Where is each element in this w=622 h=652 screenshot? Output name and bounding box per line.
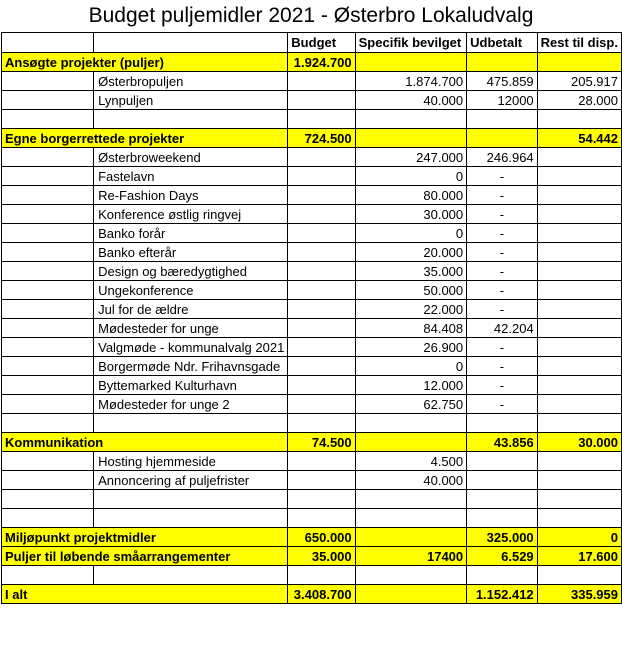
rest-cell[interactable] [537, 395, 621, 414]
empty-cell[interactable] [467, 110, 538, 129]
bevilget-cell[interactable]: 84.408 [355, 319, 467, 338]
empty-cell[interactable] [94, 566, 288, 585]
empty-cell[interactable] [288, 566, 355, 585]
udbetalt-cell[interactable]: 325.000 [467, 528, 538, 547]
table-row [2, 300, 622, 319]
table-row [2, 319, 622, 338]
empty-cell[interactable] [2, 300, 94, 319]
budget-cell[interactable]: 1.924.700 [288, 53, 355, 72]
udbetalt-cell[interactable] [467, 452, 538, 471]
empty-cell[interactable] [2, 281, 94, 300]
bevilget-cell[interactable]: 50.000 [355, 281, 467, 300]
empty-cell[interactable] [2, 72, 94, 91]
udbetalt-cell[interactable]: 1.152.412 [467, 585, 538, 604]
empty-cell[interactable] [94, 490, 288, 509]
header-udbetalt[interactable]: Udbetalt [467, 33, 538, 53]
bevilget-cell[interactable]: 0 [355, 357, 467, 376]
rest-cell[interactable] [537, 224, 621, 243]
section-label[interactable]: I alt [2, 585, 288, 604]
bevilget-cell[interactable]: 17400 [355, 547, 467, 566]
section-label[interactable]: Miljøpunkt projektmidler [2, 528, 288, 547]
udbetalt-cell[interactable]: - [467, 243, 538, 262]
empty-cell[interactable] [288, 509, 355, 528]
udbetalt-cell[interactable]: - [467, 224, 538, 243]
item-name[interactable]: Valgmøde - kommunalvalg 2021 [94, 338, 288, 357]
rest-cell[interactable]: 335.959 [537, 585, 621, 604]
empty-cell[interactable] [2, 452, 94, 471]
table-row [2, 148, 622, 167]
table-row [2, 72, 622, 91]
table-row [2, 262, 622, 281]
empty-cell[interactable] [537, 509, 621, 528]
item-name[interactable]: Byttemarked Kulturhavn [94, 376, 288, 395]
empty-cell[interactable] [2, 338, 94, 357]
header-rest-til-disp[interactable]: Rest til disp. [537, 33, 621, 53]
section-row [2, 433, 622, 452]
empty-cell[interactable] [2, 167, 94, 186]
empty-cell[interactable] [355, 509, 467, 528]
budget-cell[interactable]: 74.500 [288, 433, 355, 452]
rest-cell[interactable] [537, 357, 621, 376]
empty-cell[interactable] [2, 205, 94, 224]
empty-cell[interactable] [2, 319, 94, 338]
table-row [2, 395, 622, 414]
budget-cell[interactable] [288, 224, 355, 243]
udbetalt-cell[interactable]: - [467, 186, 538, 205]
rest-cell[interactable] [537, 319, 621, 338]
budget-cell[interactable] [288, 205, 355, 224]
empty-cell[interactable] [2, 471, 94, 490]
header-row [2, 33, 622, 53]
item-name[interactable]: Ungekonference [94, 281, 288, 300]
empty-cell[interactable] [467, 509, 538, 528]
rest-cell[interactable] [537, 452, 621, 471]
rest-cell[interactable]: 17.600 [537, 547, 621, 566]
section-label[interactable]: Egne borgerrettede projekter [2, 129, 288, 148]
udbetalt-cell[interactable]: - [467, 395, 538, 414]
rest-cell[interactable] [537, 471, 621, 490]
empty-cell[interactable] [2, 186, 94, 205]
bevilget-cell[interactable]: 1.874.700 [355, 72, 467, 91]
empty-cell[interactable] [537, 490, 621, 509]
bevilget-cell[interactable]: 26.900 [355, 338, 467, 357]
section-row [2, 585, 622, 604]
bevilget-cell[interactable] [355, 129, 467, 148]
empty-cell[interactable] [2, 376, 94, 395]
empty-cell[interactable] [355, 566, 467, 585]
bevilget-cell[interactable]: 62.750 [355, 395, 467, 414]
budget-cell[interactable] [288, 91, 355, 110]
empty-cell[interactable] [537, 414, 621, 433]
header-cell-empty-1[interactable] [2, 33, 94, 53]
sheet-title: Budget puljemidler 2021 - Østerbro Lokaludvalg [88, 4, 534, 27]
empty-cell[interactable] [355, 414, 467, 433]
rest-cell[interactable] [537, 243, 621, 262]
empty-cell[interactable] [2, 509, 94, 528]
item-name[interactable]: Mødesteder for unge [94, 319, 288, 338]
udbetalt-cell[interactable]: - [467, 338, 538, 357]
section-row [2, 528, 622, 547]
budget-cell[interactable] [288, 471, 355, 490]
udbetalt-cell[interactable]: - [467, 300, 538, 319]
rest-cell[interactable] [537, 376, 621, 395]
item-name[interactable]: Mødesteder for unge 2 [94, 395, 288, 414]
table-row [2, 186, 622, 205]
budget-table [1, 32, 622, 604]
budget-cell[interactable] [288, 148, 355, 167]
table-row [2, 167, 622, 186]
bevilget-cell[interactable]: 40.000 [355, 471, 467, 490]
empty-cell[interactable] [288, 490, 355, 509]
budget-cell[interactable] [288, 262, 355, 281]
budget-cell[interactable] [288, 167, 355, 186]
udbetalt-cell[interactable]: 12000 [467, 91, 538, 110]
rest-cell[interactable]: 54.442 [537, 129, 621, 148]
budget-cell[interactable] [288, 300, 355, 319]
udbetalt-cell[interactable] [467, 471, 538, 490]
table-row [2, 243, 622, 262]
empty-cell[interactable] [2, 262, 94, 281]
rest-cell[interactable] [537, 205, 621, 224]
section-label[interactable]: Ansøgte projekter (puljer) [2, 53, 288, 72]
bevilget-cell[interactable]: 35.000 [355, 262, 467, 281]
empty-cell[interactable] [2, 91, 94, 110]
budget-cell[interactable] [288, 395, 355, 414]
budget-cell[interactable] [288, 243, 355, 262]
table-row [2, 376, 622, 395]
section-row [2, 547, 622, 566]
blank-row [2, 509, 622, 528]
bevilget-cell[interactable]: 4.500 [355, 452, 467, 471]
udbetalt-cell[interactable] [467, 53, 538, 72]
empty-cell[interactable] [2, 566, 94, 585]
budget-cell[interactable]: 650.000 [288, 528, 355, 547]
budget-cell[interactable] [288, 376, 355, 395]
bevilget-cell[interactable]: 247.000 [355, 148, 467, 167]
blank-row [2, 110, 622, 129]
budget-cell[interactable] [288, 319, 355, 338]
empty-cell[interactable] [355, 490, 467, 509]
bevilget-cell[interactable] [355, 528, 467, 547]
item-name[interactable]: Lynpuljen [94, 91, 288, 110]
bevilget-cell[interactable] [355, 585, 467, 604]
udbetalt-cell[interactable]: - [467, 357, 538, 376]
empty-cell[interactable] [94, 414, 288, 433]
empty-cell[interactable] [2, 224, 94, 243]
empty-cell[interactable] [94, 509, 288, 528]
budget-cell[interactable]: 724.500 [288, 129, 355, 148]
budget-cell[interactable] [288, 281, 355, 300]
empty-cell[interactable] [2, 243, 94, 262]
udbetalt-cell[interactable]: 42.204 [467, 319, 538, 338]
header-cell-empty-2[interactable] [94, 33, 288, 53]
empty-cell[interactable] [537, 110, 621, 129]
table-row [2, 281, 622, 300]
item-name[interactable]: Østerbroweekend [94, 148, 288, 167]
bevilget-cell[interactable]: 0 [355, 167, 467, 186]
rest-cell[interactable] [537, 300, 621, 319]
header-specifik-bevilget[interactable]: Specifik bevilget [355, 33, 467, 53]
empty-cell[interactable] [2, 490, 94, 509]
budget-cell[interactable] [288, 72, 355, 91]
empty-cell[interactable] [2, 357, 94, 376]
budget-cell[interactable]: 3.408.700 [288, 585, 355, 604]
blank-row [2, 566, 622, 585]
empty-cell[interactable] [467, 566, 538, 585]
item-name[interactable]: Fastelavn [94, 167, 288, 186]
udbetalt-cell[interactable]: - [467, 262, 538, 281]
header-budget[interactable]: Budget [288, 33, 355, 53]
empty-cell[interactable] [2, 110, 94, 129]
bevilget-cell[interactable] [355, 433, 467, 452]
empty-cell[interactable] [2, 148, 94, 167]
empty-cell[interactable] [94, 110, 288, 129]
bevilget-cell[interactable]: 40.000 [355, 91, 467, 110]
udbetalt-cell[interactable]: 475.859 [467, 72, 538, 91]
rest-cell[interactable] [537, 186, 621, 205]
section-row [2, 53, 622, 72]
rest-cell[interactable] [537, 148, 621, 167]
item-name[interactable]: Konference østlig ringvej [94, 205, 288, 224]
section-label[interactable]: Kommunikation [2, 433, 288, 452]
bevilget-cell[interactable]: 30.000 [355, 205, 467, 224]
udbetalt-cell[interactable]: - [467, 376, 538, 395]
budget-cell[interactable] [288, 357, 355, 376]
udbetalt-cell[interactable]: 6.529 [467, 547, 538, 566]
table-row [2, 224, 622, 243]
item-name[interactable]: Hosting hjemmeside [94, 452, 288, 471]
bevilget-cell[interactable] [355, 53, 467, 72]
rest-cell[interactable]: 30.000 [537, 433, 621, 452]
empty-cell[interactable] [537, 566, 621, 585]
item-name[interactable]: Annoncering af puljefrister [94, 471, 288, 490]
budget-cell[interactable] [288, 186, 355, 205]
bevilget-cell[interactable]: 20.000 [355, 243, 467, 262]
table-body [2, 33, 622, 604]
rest-cell[interactable] [537, 262, 621, 281]
rest-cell[interactable] [537, 167, 621, 186]
section-row [2, 129, 622, 148]
udbetalt-cell[interactable]: - [467, 205, 538, 224]
empty-cell[interactable] [467, 490, 538, 509]
bevilget-cell[interactable]: 80.000 [355, 186, 467, 205]
item-name[interactable]: Banko efterår [94, 243, 288, 262]
item-name[interactable]: Banko forår [94, 224, 288, 243]
udbetalt-cell[interactable]: - [467, 167, 538, 186]
item-name[interactable]: Jul for de ældre [94, 300, 288, 319]
empty-cell[interactable] [467, 414, 538, 433]
section-label[interactable]: Puljer til løbende småarrangementer [2, 547, 288, 566]
rest-cell[interactable]: 205.917 [537, 72, 621, 91]
item-name[interactable]: Østerbropuljen [94, 72, 288, 91]
blank-row [2, 490, 622, 509]
bevilget-cell[interactable]: 12.000 [355, 376, 467, 395]
table-row [2, 357, 622, 376]
rest-cell[interactable] [537, 338, 621, 357]
udbetalt-cell[interactable] [467, 129, 538, 148]
blank-row [2, 414, 622, 433]
rest-cell[interactable]: 28.000 [537, 91, 621, 110]
udbetalt-cell[interactable]: 43.856 [467, 433, 538, 452]
empty-cell[interactable] [2, 414, 94, 433]
udbetalt-cell[interactable]: 246.964 [467, 148, 538, 167]
bevilget-cell[interactable]: 0 [355, 224, 467, 243]
empty-cell[interactable] [355, 110, 467, 129]
table-row [2, 205, 622, 224]
rest-cell[interactable] [537, 281, 621, 300]
empty-cell[interactable] [288, 110, 355, 129]
empty-cell[interactable] [288, 414, 355, 433]
budget-cell[interactable] [288, 338, 355, 357]
table-row [2, 452, 622, 471]
budget-cell[interactable] [288, 452, 355, 471]
empty-cell[interactable] [2, 395, 94, 414]
rest-cell[interactable] [537, 53, 621, 72]
item-name[interactable]: Design og bæredygtighed [94, 262, 288, 281]
item-name[interactable]: Borgermøde Ndr. Frihavnsgade [94, 357, 288, 376]
rest-cell[interactable]: 0 [537, 528, 621, 547]
item-name[interactable]: Re-Fashion Days [94, 186, 288, 205]
table-row [2, 338, 622, 357]
bevilget-cell[interactable]: 22.000 [355, 300, 467, 319]
table-row [2, 91, 622, 110]
table-row [2, 471, 622, 490]
udbetalt-cell[interactable]: - [467, 281, 538, 300]
budget-cell[interactable]: 35.000 [288, 547, 355, 566]
